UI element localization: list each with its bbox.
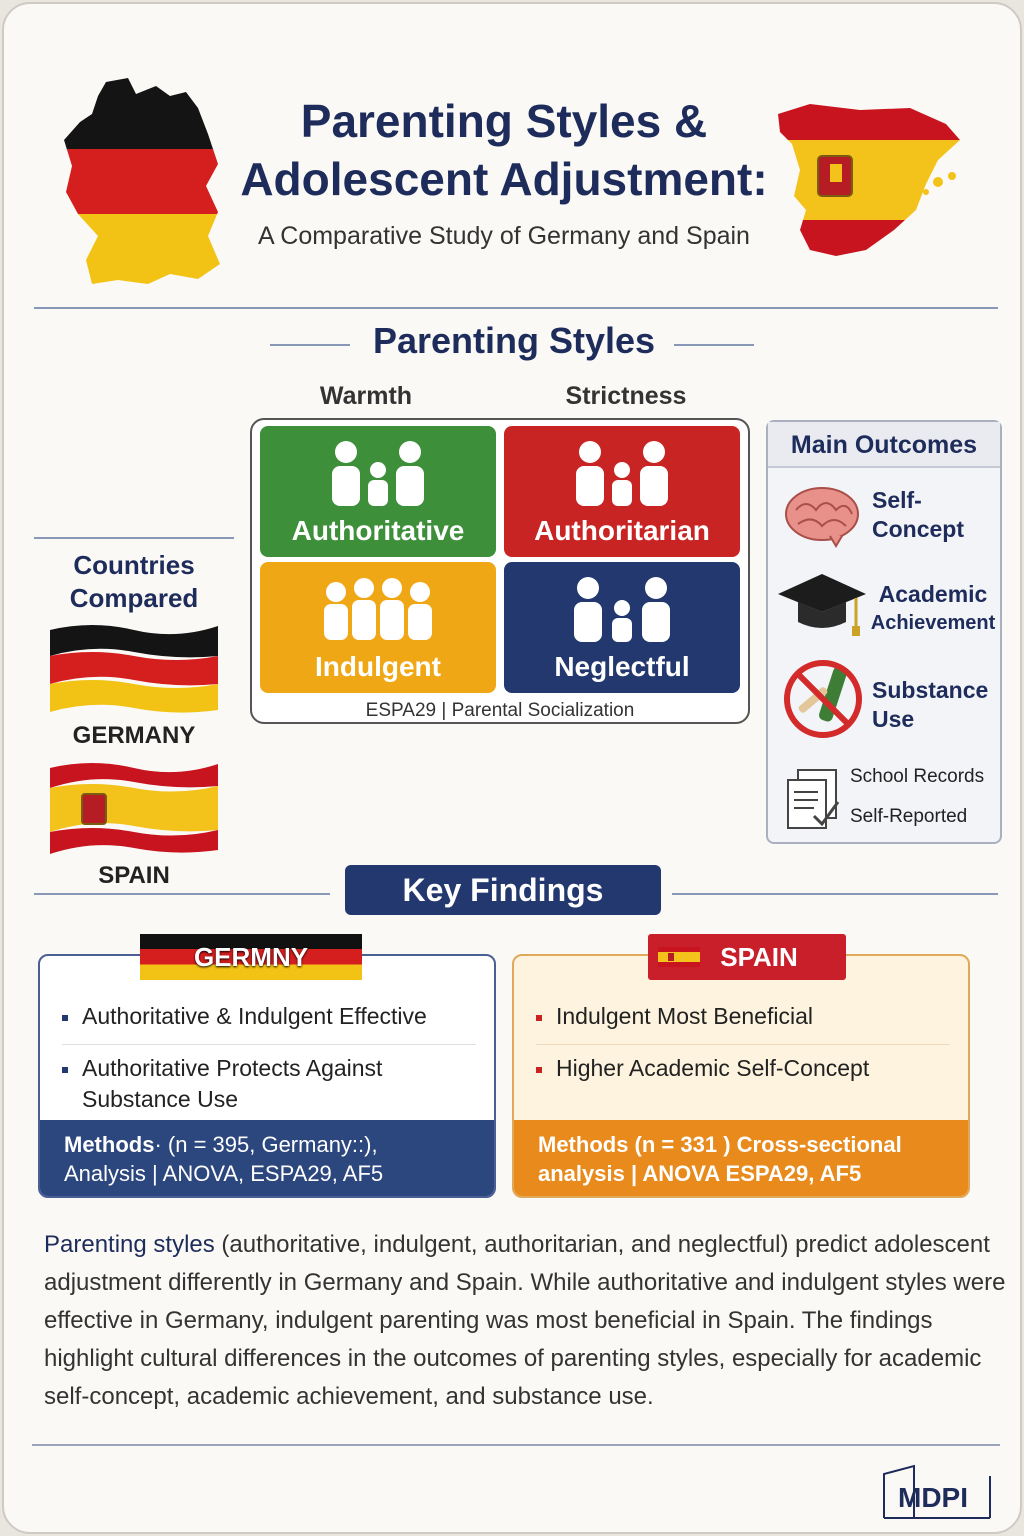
summary-highlight: Parenting styles bbox=[44, 1231, 215, 1258]
quadrant-label-indulgent: Indulgent bbox=[315, 651, 441, 682]
spain-bullet-2-text: Higher Academic Self-Concept bbox=[556, 1055, 870, 1081]
spain-bullet-1 bbox=[536, 1001, 813, 1032]
substance-use-label bbox=[872, 676, 988, 734]
substance-line-2: Use bbox=[872, 706, 915, 732]
title-line-2: Adolescent Adjustment: bbox=[240, 153, 768, 205]
academic-line-2: Achievement bbox=[870, 612, 996, 634]
quadrant-indulgent bbox=[260, 562, 496, 693]
heading-rule-right bbox=[674, 344, 754, 346]
parenting-styles-heading: Parenting Styles bbox=[372, 320, 656, 361]
quadrant-label-neglectful: Neglectful bbox=[554, 651, 690, 682]
substance-line-1: Substance bbox=[872, 677, 989, 703]
germany-methods-line-1: · (n = 395, Germany::), bbox=[154, 1132, 378, 1157]
germany-bullet-1-text: Authoritative & Indulgent Effective bbox=[82, 1003, 427, 1029]
infographic-page bbox=[2, 2, 1022, 1534]
germany-findings-card bbox=[38, 954, 496, 1198]
key-findings-heading: Key Findings bbox=[345, 865, 661, 915]
quadrant-neglectful bbox=[504, 562, 740, 693]
divider bbox=[536, 1044, 950, 1045]
spain-findings-card bbox=[512, 954, 970, 1198]
quadrant-label-authoritarian: Authoritarian bbox=[534, 515, 710, 546]
parenting-style-grid bbox=[250, 418, 750, 724]
family-icon bbox=[562, 438, 682, 508]
spain-tag bbox=[648, 934, 846, 980]
spain-flag-small-icon bbox=[658, 947, 700, 967]
mdpi-logo-text: MDPI bbox=[898, 1482, 968, 1513]
divider bbox=[62, 1044, 476, 1045]
graduation-cap-icon bbox=[776, 570, 868, 640]
germany-bullet-2-line-1: Authoritative Protects Against bbox=[82, 1055, 383, 1081]
key-findings-rule-right bbox=[672, 893, 998, 895]
family-icon bbox=[318, 438, 438, 508]
axis-warmth: Warmth bbox=[319, 382, 413, 410]
mdpi-logo bbox=[880, 1462, 992, 1522]
spain-label: SPAIN bbox=[98, 862, 170, 889]
footer-divider bbox=[32, 1444, 1000, 1446]
countries-heading bbox=[44, 549, 224, 615]
quadrant-authoritative bbox=[260, 426, 496, 557]
page-subtitle: A Comparative Study of Germany and Spain bbox=[258, 222, 750, 250]
page-title bbox=[184, 92, 824, 208]
germany-bullet-2-line-2: Substance Use bbox=[82, 1086, 238, 1112]
family-icon bbox=[562, 574, 682, 644]
academic-line-1: Academic bbox=[878, 581, 988, 607]
quadrant-label-authoritative: Authoritative bbox=[291, 515, 465, 546]
main-outcomes-heading: Main Outcomes bbox=[768, 422, 1000, 468]
spain-bullet-1-text: Indulgent Most Beneficial bbox=[556, 1003, 813, 1029]
self-concept-line-1: Self- bbox=[872, 487, 922, 513]
summary-paragraph bbox=[44, 1226, 1010, 1416]
divider bbox=[34, 307, 998, 309]
countries-title-line-1: Countries bbox=[73, 550, 195, 580]
main-outcomes-panel bbox=[766, 420, 1002, 844]
self-concept-line-2: Concept bbox=[872, 516, 964, 542]
spain-methods-line-1: Methods (n = 331 ) Cross-sectional bbox=[538, 1132, 902, 1157]
no-substance-icon bbox=[782, 658, 864, 740]
title-line-1: Parenting Styles & bbox=[300, 95, 708, 147]
germany-methods-label: Methods bbox=[64, 1132, 155, 1157]
spain-flag-icon bbox=[50, 760, 218, 854]
germany-flag-icon bbox=[50, 622, 218, 714]
countries-title-line-2: Compared bbox=[69, 583, 199, 613]
germany-bullet-2 bbox=[62, 1053, 382, 1115]
summary-text: (authoritative, indulgent, authoritarian, and neglectful) predict adolescent adjustment differently in Germany and Spain. While authoritative and indulgent styles were effective in Germany, indulgent parenting was most beneficial in Spain. The findings highlight cultural differences in the outcomes of parenting styles, especially for academic self-concept, academic achievement, and substance use. bbox=[44, 1231, 1006, 1410]
axis-strictness: Strictness bbox=[565, 382, 687, 410]
self-reported-label: Self-Reported bbox=[850, 806, 968, 827]
school-records-label: School Records bbox=[850, 766, 985, 787]
documents-icon bbox=[784, 766, 844, 832]
spain-tag-label: SPAIN bbox=[720, 942, 798, 972]
germany-methods-line-2: Analysis | ANOVA, ESPA29, AF5 bbox=[64, 1161, 384, 1186]
key-findings-rule-left bbox=[34, 893, 330, 895]
brain-icon bbox=[782, 484, 862, 548]
countries-rule bbox=[34, 537, 234, 539]
spain-bullet-2 bbox=[536, 1053, 869, 1084]
spain-methods-bar bbox=[514, 1120, 968, 1196]
germany-tag: GERMNY bbox=[140, 934, 362, 980]
spain-methods-line-2: analysis | ANOVA ESPA29, AF5 bbox=[538, 1161, 862, 1186]
grid-caption: ESPA29 | Parental Socialization bbox=[365, 700, 635, 721]
germany-methods-bar bbox=[40, 1120, 494, 1196]
germany-bullet-1 bbox=[62, 1001, 427, 1032]
germany-label: GERMANY bbox=[72, 722, 196, 749]
self-concept-label bbox=[872, 486, 964, 544]
quadrant-authoritarian bbox=[504, 426, 740, 557]
academic-achievement-label bbox=[868, 580, 998, 638]
group-icon bbox=[318, 574, 438, 644]
